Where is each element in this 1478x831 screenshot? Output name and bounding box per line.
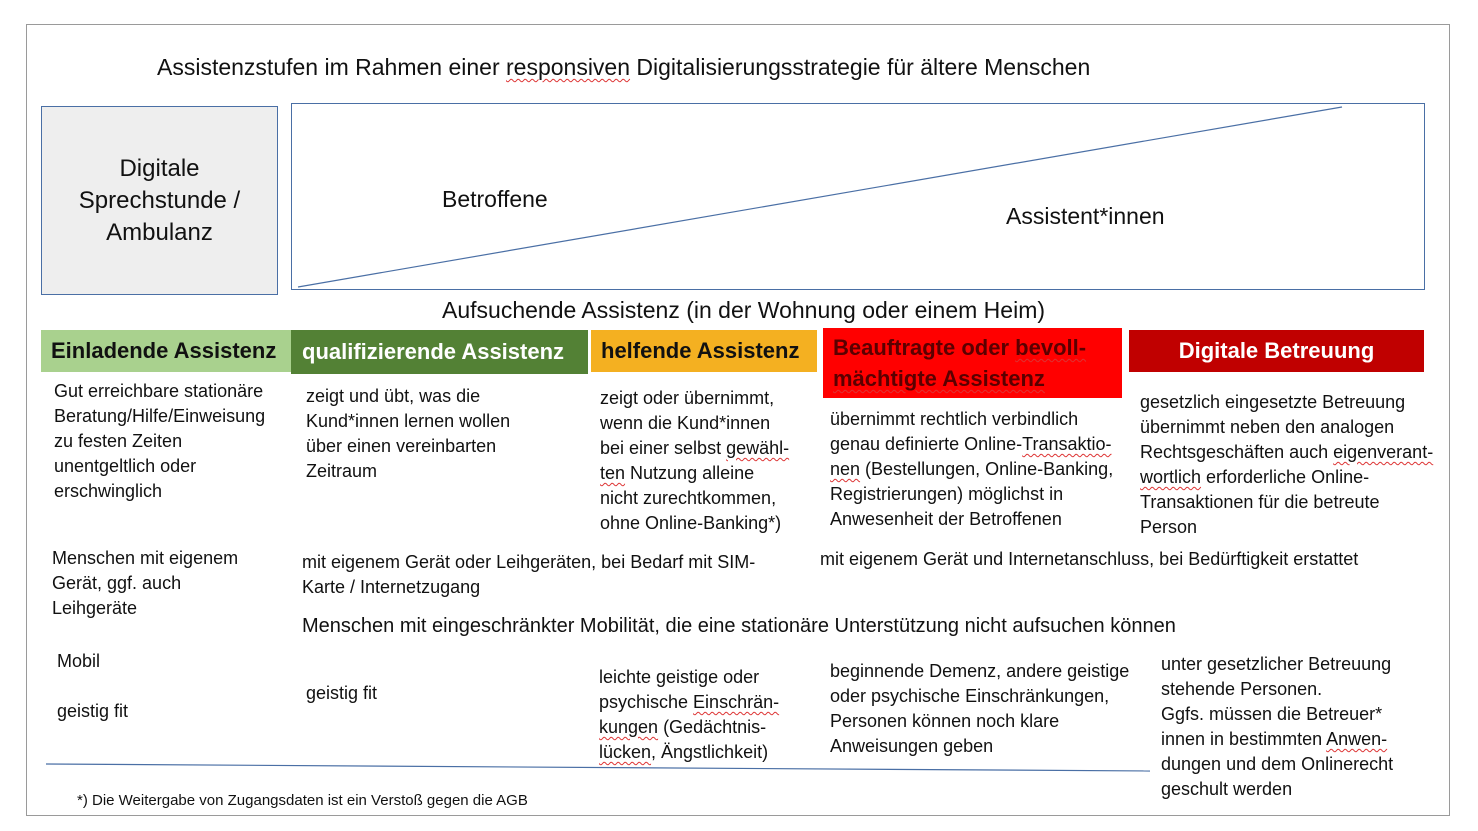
desc-helfend: zeigt oder übernimmt, wenn die Kund*innen bei einer selbst gewähl- ten Nutzung alleine nicht zurechtkommen, ohne Online-Banking*) <box>600 388 790 533</box>
condition-mobil: Mobil <box>57 651 101 671</box>
header-helfende-assistenz: helfende Assistenz <box>591 330 817 372</box>
side-box-line: Sprechstunde / <box>78 186 241 214</box>
side-box-line: Digitale <box>119 154 200 182</box>
condition-beauftragt: beginnende Demenz, andere geistige oder psychische Einschränkungen, Personen können noch klare Anweisungen geben <box>830 661 1130 756</box>
footnote: *) Die Weitergabe von Zugangsdaten ist ein Verstoß gegen die AGB <box>77 792 528 809</box>
header-beauftragte-assistenz: Beauftragte oder bevoll- mächtigte Assistenz <box>823 328 1122 398</box>
figure-title: Assistenzstufen im Rahmen einer responsiven Digitalisierungsstrategie für ältere Menschen <box>157 54 1091 80</box>
header-digitale-betreuung: Digitale Betreuung <box>1129 330 1424 372</box>
section-heading: Aufsuchende Assistenz (in der Wohnung oder einem Heim) <box>442 297 1046 323</box>
header-einladende-assistenz: Einladende Assistenz <box>41 330 291 372</box>
devices-qualifizierend-helfend: mit eigenem Gerät oder Leihgeräten, bei Bedarf mit SIM- Karte / Internetzugang <box>302 552 756 597</box>
devices-beauftragt-betreuung: mit eigenem Gerät und Internetanschluss, bei Bedürftigkeit erstattet <box>820 549 1359 569</box>
condition-qualifizierend-fit: geistig fit <box>306 683 378 703</box>
side-box-line: Ambulanz <box>106 218 213 246</box>
label-betroffene: Betroffene <box>442 186 548 212</box>
desc-qualifizierend: zeigt und übt, was die Kund*innen lernen wollen über einen vereinbarten Zeitraum <box>306 386 511 481</box>
digitale-sprechstunde-box <box>41 106 278 295</box>
condition-helfend: leichte geistige oder psychische Einschrän- kungen (Gedächtnis- lücken, Ängstlichkeit) <box>599 667 780 762</box>
label-assistentinnen: Assistent*innen <box>1006 203 1165 229</box>
title-underlined-word: responsiven <box>506 54 631 80</box>
desc-einladend: Gut erreichbare stationäre Beratung/Hilfe/Einweisung zu festen Zeiten unentgeltlich oder erschwinglich <box>54 381 266 501</box>
desc-beauftragt: übernimmt rechtlich verbindlich genau definierte Online-Transaktio- nen (Bestellungen, Online-Banking, Registrierungen) möglichst in Anwesenheit der Betroffenen <box>830 409 1114 529</box>
condition-einladend-fit: geistig fit <box>57 701 129 721</box>
devices-einladend: Menschen mit eigenem Gerät, ggf. auch Leihgeräte <box>52 548 239 618</box>
condition-betreuung: unter gesetzlicher Betreuung stehende Personen. Ggfs. müssen die Betreuer* innen in bestimmten Anwen- dungen und dem Onlinerecht geschult werden <box>1161 654 1394 799</box>
header-qualifizierende-assistenz: qualifizierende Assistenz <box>291 330 588 374</box>
desc-betreuung: gesetzlich eingesetzte Betreuung übernimmt neben den analogen Rechtsgeschäften auch eigenverant- wortlich erforderliche Online- Transaktionen für die betreute Person <box>1140 392 1434 537</box>
mobility-row: Menschen mit eingeschränkter Mobilität, die eine stationäre Unterstützung nicht aufsuchen können <box>302 615 1176 637</box>
